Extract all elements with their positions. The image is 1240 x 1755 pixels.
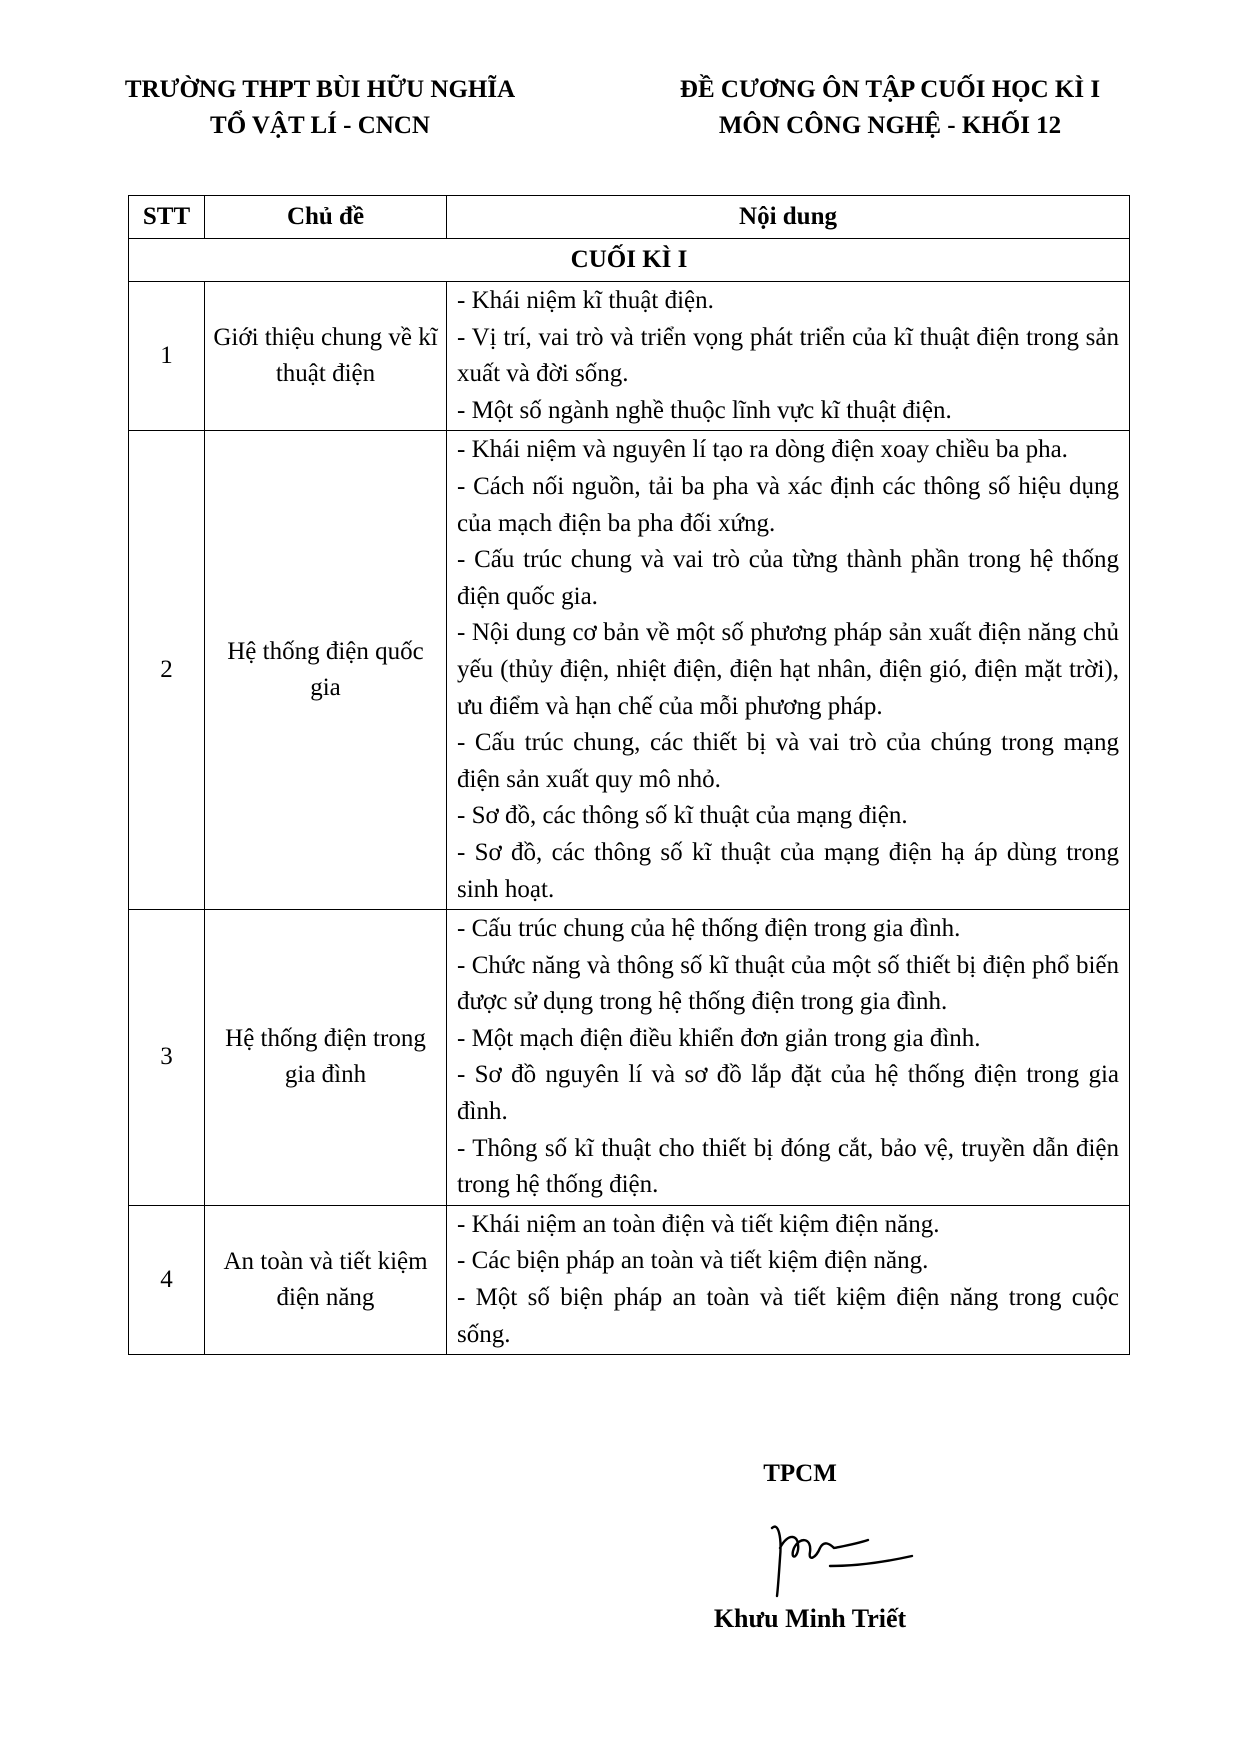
syllabus-table	[128, 195, 1130, 1355]
table-row	[129, 282, 1130, 431]
content-item: - Cấu trúc chung của hệ thống điện trong gia đình.	[457, 915, 961, 943]
document-title: ĐỀ CƯƠNG ÔN TẬP CUỐI HỌC KÌ I	[679, 76, 1101, 103]
section-row	[129, 239, 1130, 282]
content-item: - Chức năng và thông số kĩ thuật của một số thiết bị điện phổ biến được sử dụng trong hệ thống điện trong gia đình.	[457, 951, 1119, 1016]
row-content	[447, 282, 1130, 431]
column-header-stt: STT	[129, 196, 205, 239]
row-content	[447, 431, 1130, 910]
table-row	[129, 431, 1130, 910]
content-item: - Vị trí, vai trò và triển vọng phát triển của kĩ thuật điện trong sản xuất và đời sống.	[457, 323, 1119, 388]
content-item: - Các biện pháp an toàn và tiết kiệm điện năng.	[457, 1247, 929, 1275]
content-item: - Sơ đồ, các thông số kĩ thuật của mạng điện hạ áp dùng trong sinh hoạt.	[457, 838, 1119, 903]
content-item: - Thông số kĩ thuật cho thiết bị đóng cắt, bảo vệ, truyền dẫn điện trong hệ thống điện.	[457, 1134, 1119, 1199]
row-stt: 4	[129, 1205, 205, 1354]
column-header-topic: Chủ đề	[205, 196, 447, 239]
content-item: - Một số biện pháp an toàn và tiết kiệm điện năng trong cuộc sống.	[457, 1284, 1119, 1348]
row-topic: An toàn và tiết kiệm điện năng	[205, 1205, 447, 1354]
content-item: - Khái niệm và nguyên lí tạo ra dòng điện xoay chiều ba pha.	[457, 436, 1068, 464]
content-item: - Sơ đồ, các thông số kĩ thuật của mạng điện.	[457, 802, 908, 830]
department-name: TỔ VẬT LÍ - CNCN	[210, 112, 430, 139]
row-content	[447, 1205, 1130, 1354]
table-row	[129, 910, 1130, 1206]
content-item: - Một số ngành nghề thuộc lĩnh vực kĩ thuật điện.	[457, 396, 952, 424]
table-header-row	[129, 196, 1130, 239]
row-topic: Hệ thống điện trong gia đình	[205, 910, 447, 1206]
signer-name: Khưu Minh Triết	[713, 1604, 907, 1633]
content-item: - Khái niệm kĩ thuật điện.	[457, 287, 714, 314]
document-header	[620, 72, 1160, 144]
content-item: - Cấu trúc chung và vai trò của từng thành phần trong hệ thống điện quốc gia.	[457, 546, 1119, 610]
content-item: - Nội dung cơ bản về một số phương pháp sản xuất điện năng chủ yếu (thủy điện, nhiệt điện, điện hạt nhân, điện gió, điện mặt trời), ưu điểm và hạn chế của mỗi phương pháp.	[457, 619, 1119, 720]
table-row	[129, 1205, 1130, 1354]
content-item: - Cách nối nguồn, tải ba pha và xác định các thông số hiệu dụng của mạch điện ba pha đối xứng.	[457, 472, 1119, 537]
row-topic: Giới thiệu chung về kĩ thuật điện	[205, 282, 447, 431]
signer-title: TPCM	[763, 1460, 837, 1487]
subject-line: MÔN CÔNG NGHỆ - KHỐI 12	[718, 112, 1062, 139]
content-item: - Khái niệm an toàn điện và tiết kiệm điện năng.	[457, 1210, 940, 1238]
row-stt: 1	[129, 282, 205, 431]
content-item: - Cấu trúc chung, các thiết bị và vai trò của chúng trong mạng điện sản xuất quy mô nhỏ.	[457, 729, 1119, 793]
row-topic: Hệ thống điện quốc gia	[205, 431, 447, 910]
section-title: CUỐI KÌ I	[129, 239, 1130, 282]
handwritten-signature	[760, 1518, 920, 1598]
school-name: TRƯỜNG THPT BÙI HỮU NGHĨA	[124, 76, 516, 103]
content-item: - Một mạch điện điều khiển đơn giản trong gia đình.	[457, 1024, 981, 1052]
content-item: - Sơ đồ nguyên lí và sơ đồ lắp đặt của hệ thống điện trong gia đình.	[457, 1061, 1119, 1126]
row-content	[447, 910, 1130, 1206]
row-stt: 3	[129, 910, 205, 1206]
school-header	[100, 72, 540, 144]
column-header-content: Nội dung	[447, 196, 1130, 239]
row-stt: 2	[129, 431, 205, 910]
